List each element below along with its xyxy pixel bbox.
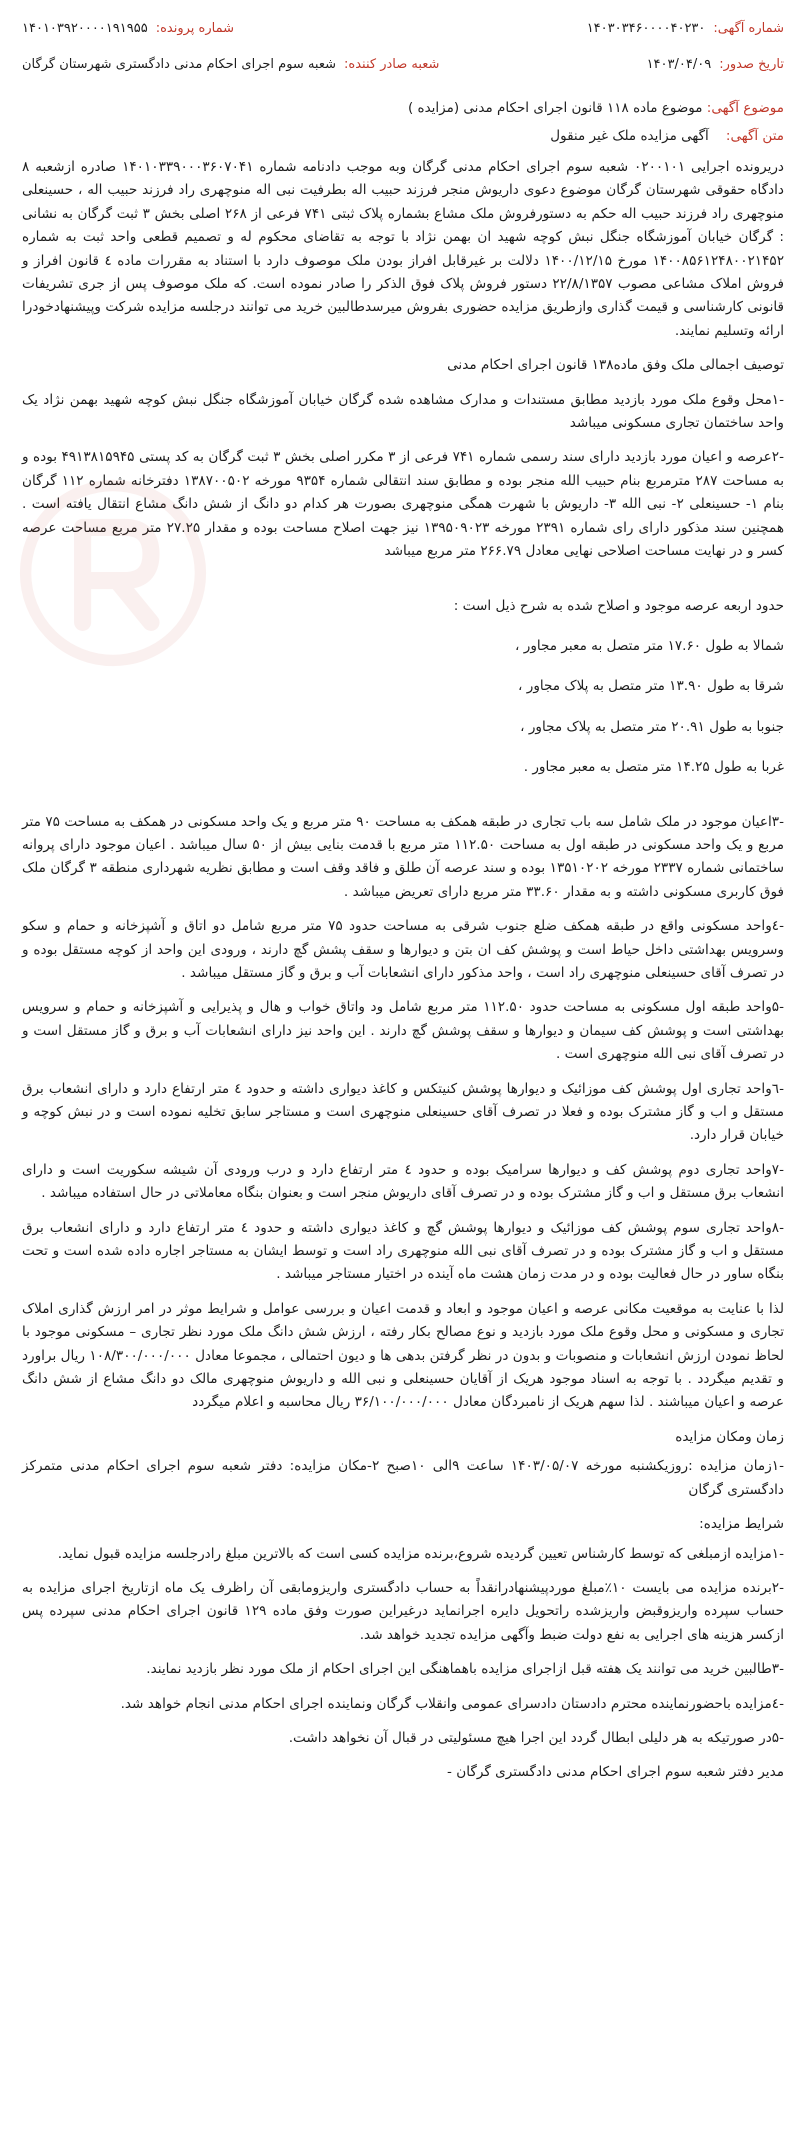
summary-title: توصیف اجمالی ملک وفق ماده۱۳۸ قانون اجرای احکام مدنی — [447, 357, 784, 374]
issue-date — [647, 54, 784, 76]
subject-label: موضوع آگهی: — [706, 100, 784, 116]
time-place: -۱زمان مزایده :روزیکشنبه مورخه ۱۴۰۳/۰۵/۰۷ ساعت ۹الی ۱۰صبح ۲-مکان مزایده: دفتر شعبه سوم اجرای احکام مدنی متمرکز دادگستری گرگان — [22, 1458, 784, 1498]
bound-west: غربا به طول ۱۴.۲۵ متر متصل به معبر مجاور . — [523, 759, 784, 776]
case-number — [22, 18, 234, 40]
item-1: -۱محل وقوع ملک مورد بازدید مطابق مستندات و مدارک مشاهده شده گرگان خیابان آموزشگاه جنگل نبش کوچه شهید بهمن نژاد یک واحد ساختمان تجاری مسکونی میباشد — [22, 391, 784, 432]
header-row-1 — [22, 18, 784, 40]
item-4: -٤واحد مسکونی واقع در طبقه همکف ضلع جنوب شرقی به مساحت حدود ۷۵ متر مربع شامل دو اتاق و آشپزخانه و حمام و سکو وسرویس بهداشتی داخل حیاط است و پوشش کف ان بتن و دیوارها و سقف پشش گچ دارند ، ورودی این واحد از کوچه مستقل بوده و در تصرف آقای حسینعلی منوچهری راد است ، واحد مذکور دارای انشعابات آب و برق و گاز مستقل میباشد . — [22, 918, 784, 981]
intro-paragraph: دریرونده اجرایی ۰۲۰۰۱۰۱ شعبه سوم اجرای احکام مدنی گرگان وبه موجب دادنامه شماره ۱۴۰۱۰۳۳۹۰۰۰۳۶۰۷۰۴۱ صادره ازشعبه ۸ دادگاه حقوقی شهرستان گرگان موضوع دعوی داریوش منجر فرزند حبیب اله بطرفیت نبی اله منوچهری راد فرزند حبیب اله ، حسینعلی منوچهری راد فرزند حبیب اله حکم به دستورفروش ملک مشاع بشماره پلاک ثبتی ۷۴۱ فرعی از ۲۶۸ اصلی بخش ۳ ثبت گرگان به نشانی : گرگان خیابان آموزشگاه جنگل نبش کوچه شهید ان بهمن نژاد با توجه به تقاضای محکوم له و تصمیم قطعی واحد ثبت به شماره ۱۴۰۰۸۵۶۱۲۴۸۰۰۲۱۴۵۲ مورخ ۱۴۰۰/۱۲/۱۵ دلالت بر غیرقابل افراز بودن ملک موصوف دارد با استناد به مقررات ماده ٤ قانون افراز و فروش املاک مشاعی مصوب ۲۲/۸/۱۳۵۷ دستور فروش پلاک فوق الذکر را صادر نموده است. که ملک موصوف پس از جری تشریفات قانونی کارشناسی و قیمت گذاری وازطریق مزایده حضوری بفروش میرسدطالبین خرید می توانند درجلسه مزایده شرکت وپیشنهادخودرا ارائه وتسلیم نمایند. — [22, 159, 785, 339]
bounds-title: حدود اربعه عرصه موجود و اصلاح شده به شرح ذیل است : — [453, 597, 784, 614]
issuer — [22, 54, 439, 76]
item-7: -۷واحد تجاری دوم پوشش کف و دیوارها سرامیک بوده و حدود ٤ متر ارتفاع دارد و درب ورودی آن شیشه سکوریت است و دارای انشعاب برق مستقل و اب و گاز مشترک بوده و در تصرف آقای داریوش منجر است و بعنوان بنگاه معاملاتی در حال استفاده میباشد . — [22, 1161, 784, 1202]
bound-south: جنوبا به طول ۲۰.۹۱ متر متصل به پلاک مجاور ، — [520, 718, 784, 735]
issue-date-label: تاریخ صدور: — [719, 57, 784, 72]
signature: مدیر دفتر شعبه سوم اجرای احکام مدنی دادگستری گرگان - — [447, 1764, 784, 1781]
time-place-title: زمان ومکان مزایده — [675, 1428, 784, 1445]
text-header — [22, 128, 784, 144]
item-8: -۸واحد تجاری سوم پوشش کف موزائیک و دیوارها پوشش گچ و کاغذ دیواری داشته و حدود ٤ متر ارتفاع دارد و دارای انشعاب برق مستقل و اب و گاز مشترک بوده و در تصرف آقای نبی الله منوچهری راد است و توسط ایشان به مستاجر اجاره داده شده است و تحت بنگاه ساور در حال فعالیت بوده و در مدت زمان هشت ماه آینده در اختیار مستاجر میباشد . — [22, 1219, 784, 1283]
issuer-label: شعبه صادر کننده: — [344, 57, 440, 72]
valuation-paragraph: لذا با عنایت به موقعیت مکانی عرصه و اعیان موجود و ابعاد و قدمت اعیان و بررسی عوامل و شرایط موثر در امر ارزش گذاری املاک تجاری و مسکونی و محل وقوع ملک مورد بازدید و نوع مصالح بکار رفته ، ارزش شش دانگ ملک مورد نظر تجاری – مسکونی موجود با لحاظ نمودن ارزش انشعابات و منصوبات و بدون در نظر گرفتن بدهی ها و دیون احتمالی ، مجموعا معادل ۱۰۸/۳۰۰/۰۰۰/۰۰۰ ریال براورد و تقدیم میگردد . با توجه به اسناد موجود هریک از آقایان حسینعلی و نبی الله و داریوش منوچهری مالک دو دانگ مشاع از شش دانگ عرصه و اعیان میباشند . لذا سهم هریک از نامبردگان معادل ۳۶/۱۰۰/۰۰۰/۰۰۰ ریال محاسبه و اعلام میگردد — [22, 1300, 784, 1411]
case-number-value: ۱۴۰۱۰۳۹۲۰۰۰۰۱۹۱۹۵۵ — [22, 21, 148, 36]
conditions-title: شرایط مزایده: — [699, 1516, 784, 1533]
condition-3: -۳طالبین خرید می توانند یک هفته قبل ازاجرای مزایده باهماهنگی این اجرای احکام از ملک مورد نظر بازدید نمایند. — [146, 1661, 784, 1678]
subject-value: موضوع ماده ۱۱۸ قانون اجرای احکام مدنی (مزایده ) — [407, 100, 703, 116]
condition-1: -۱مزایده ازمبلغی که توسط کارشناس تعیین گردیده شروع،برنده مزایده کسی است که بالاترین مبلغ رادرجلسه مزایده قبول نماید. — [57, 1545, 784, 1562]
subject — [22, 100, 784, 116]
condition-5: -۵در صورتیکه به هر دلیلی ابطال گردد این اجرا هیچ مسئولیتی در قبال آن نخواهد داشت. — [288, 1729, 784, 1746]
bound-north: شمالا به طول ۱۷.۶۰ متر متصل به معبر مجاور ، — [515, 637, 784, 654]
notice-body — [22, 156, 784, 1785]
text-label: متن آگهی: — [725, 128, 784, 144]
ad-number-value: ۱۴۰۳۰۳۴۶۰۰۰۰۴۰۲۳۰ — [586, 21, 706, 36]
issue-date-value: ۱۴۰۳/۰۴/۰۹ — [646, 57, 712, 72]
ad-number-label: شماره آگهی: — [713, 21, 784, 36]
case-number-label: شماره پرونده: — [155, 21, 234, 36]
condition-4: -٤مزایده باحضورنماینده محترم دادستان دادسرای عمومی وانقلاب گرگان ونماینده اجرای احکام مدنی انجام خواهد شد. — [120, 1695, 784, 1712]
bound-east: شرقا به طول ۱۳.۹۰ متر متصل به پلاک مجاور ، — [518, 678, 784, 695]
item-5: -۵واحد طبقه اول مسکونی به مساحت حدود ۱۱۲.۵۰ متر مربع شامل ود واتاق خواب و هال و پذیرایی و آشپزخانه و حمام و سرویس بهداشتی است و پوشش کف سیمان و دیوارها و سقف پوشش گچ دارند . این واحد نیز دارای انشعابات آب و برق و گاز مستقل است و در تصرف آقای نبی الله منوچهری است . — [22, 999, 784, 1063]
notice-page — [6, 8, 800, 2130]
ad-number — [587, 18, 784, 40]
item-6: -٦واحد تجاری اول پوشش کف موزائیک و دیوارها پوشش کنیتکس و کاغذ دیواری داشته و حدود ٤ متر ارتفاع دارد و دارای انشعاب برق مستقل و اب و گاز مشترک بوده و فعلا در تصرف آقای حسینعلی منوچهری است و مستاجر سابق تخلیه نموده است و در نبش کوچه و خیابان قرار دارد. — [22, 1080, 784, 1144]
issuer-value: شعبه سوم اجرای احکام مدنی دادگستری شهرستان گرگان — [22, 57, 337, 72]
item-2: -۲عرصه و اعیان مورد بازدید دارای سند رسمی شماره ۷۴۱ فرعی از ۳ مکرر اصلی بخش ۳ ثبت گرگان به کد پستی ۴۹۱۳۸۱۵۹۴۵ بوده و به مساحت ۲۸۷ مترمربع بنام حبیب الله منجر بوده و مطابق سند انتقالی شماره ۹۳۵۴ مورخه ۱۳۸۷۰۰۵۰۲ دفترخانه شماره ۱۱۲ گرگان بنام ۱- حسینعلی ۲- نبی الله ۳- داریوش با شهرت همگی منوچهری بصورت هر کدام دو دانگ از شش دانگ مشاع انتقال یافته است . همچنین سند مذکور دارای رای شماره ۲۳۹۱ مورخه ۱۳۹۵۰۹۰۲۳ نیز جهت اصلاح مساحت بوده و مقدار ۲۷.۲۵ متر مربع مساحت عرصه کسر و در نهایت مساحت اصلاحی نهایی معادل ۲۶۶.۷۹ متر مربع میباشد — [22, 449, 785, 560]
text-title: آگهی مزایده ملک غیر منقول — [550, 128, 709, 144]
header-row-2 — [22, 54, 784, 76]
item-3: -۳اعیان موجود در ملک شامل سه باب تجاری در طبقه همکف به مساحت ۹۰ متر مربع و یک واحد مسکونی در همکف به مساحت ۷۵ متر مربع و یک واحد مسکونی در طبقه اول به مساحت ۱۱۲.۵۰ متر مربع با قدمت بنایی بیش از ۵۰ سال میباشد . اعیان موجود دارای پروانه ساختمانی شماره ۲۳۳۷ مورخه ۱۳۵۱۰۲۰۲ بوده و سند عرصه آن طلق و فاقد وقف است و مطابق نظریه شهرداری منطقه ۳ گرگان ملک فوق کاربری مسکونی داشته و به مقدار ۳۳.۶۰ متر مربع دارای تعریض میباشد . — [22, 813, 784, 900]
condition-2: -۲برنده مزایده می بایست ۱۰٪مبلغ موردپیشنهادرانقداً به حساب دادگستری واریزوما‌بقی آن راظرف یک ماه ازتاریخ اجرای مزایده به حساب سپرده واریزوقبض واریزشده راتحویل دایره اجرانماید درغیراین صورت وفق ماده ۱۲۹ قانون اجرای احکام مدنی سپرده پس ازکسر هزینه های اجرایی به نفع دولت ضبط وآگهی مزایده تجدید خواهد شد. — [22, 1579, 784, 1643]
